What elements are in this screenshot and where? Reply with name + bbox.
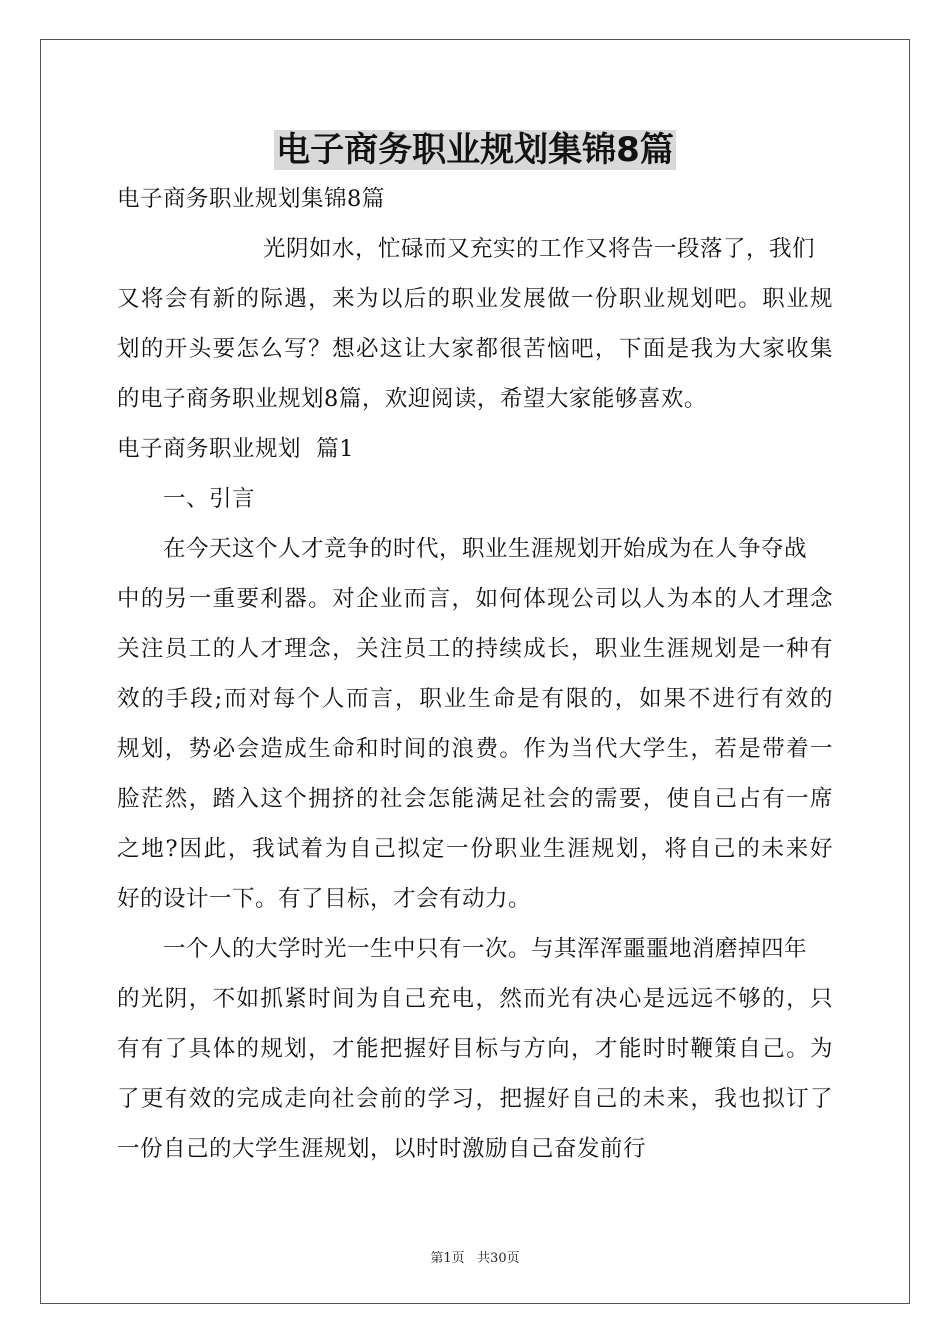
- intro-line: 的电子商务职业规划8篇，欢迎阅读，希望大家能够喜欢。: [117, 386, 707, 412]
- paragraph-line: 好的设计一下。有了目标，才会有动力。: [117, 886, 532, 912]
- paragraph-line: 之地?因此，我试着为自己拟定一份职业生涯规划，将自己的未来好: [117, 836, 833, 862]
- paragraph-line: 脸茫然，踏入这个拥挤的社会怎能满足社会的需要，使自己占有一席: [117, 786, 833, 812]
- paragraph-line: 一个人的大学时光一生中只有一次。与其浑浑噩噩地消磨掉四年: [163, 936, 808, 962]
- paragraph-line: 一份自己的大学生涯规划，以时时激励自己奋发前行: [117, 1136, 647, 1162]
- page-footer: [0, 1247, 950, 1266]
- paragraph-line: 在今天这个人才竞争的时代，职业生涯规划开始成为在人争夺战: [163, 536, 808, 562]
- document-title-text: 电子商务职业规划集锦8篇: [276, 130, 674, 170]
- document-subtitle: 电子商务职业规划集锦8篇: [117, 186, 385, 212]
- intro-line: 划的开头要怎么写？想必这让大家都很苦恼吧，下面是我为大家收集: [117, 336, 833, 362]
- subheading: 一、引言: [163, 486, 256, 512]
- paragraph-line: 效的手段;而对每个人而言，职业生命是有限的，如果不进行有效的: [117, 686, 833, 712]
- document-title: [117, 128, 833, 172]
- page-number-label: 第1页 共30页: [430, 1251, 520, 1266]
- page-border: [40, 39, 910, 1304]
- intro-line: 又将会有新的际遇，来为以后的职业发展做一份职业规划吧。职业规: [117, 286, 833, 312]
- intro-line: 光阴如水，忙碌而又充实的工作又将告一段落了，我们: [263, 236, 816, 262]
- paragraph-line: 中的另一重要利器。对企业而言，如何体现公司以人为本的人才理念: [117, 586, 833, 612]
- paragraph-line: 了更有效的完成走向社会前的学习，把握好自己的未来，我也拟订了: [117, 1086, 833, 1112]
- paragraph-line: 有有了具体的规划，才能把握好目标与方向，才能时时鞭策自己。为: [117, 1036, 833, 1062]
- paragraph-line: 关注员工的人才理念，关注员工的持续成长，职业生涯规划是一种有: [117, 636, 833, 662]
- paragraph-line: 规划，势必会造成生命和时间的浪费。作为当代大学生，若是带着一: [117, 736, 833, 762]
- paragraph-line: 的光阴，不如抓紧时间为自己充电，然而光有决心是远远不够的，只: [117, 986, 833, 1012]
- section-heading: 电子商务职业规划 篇1: [117, 436, 355, 462]
